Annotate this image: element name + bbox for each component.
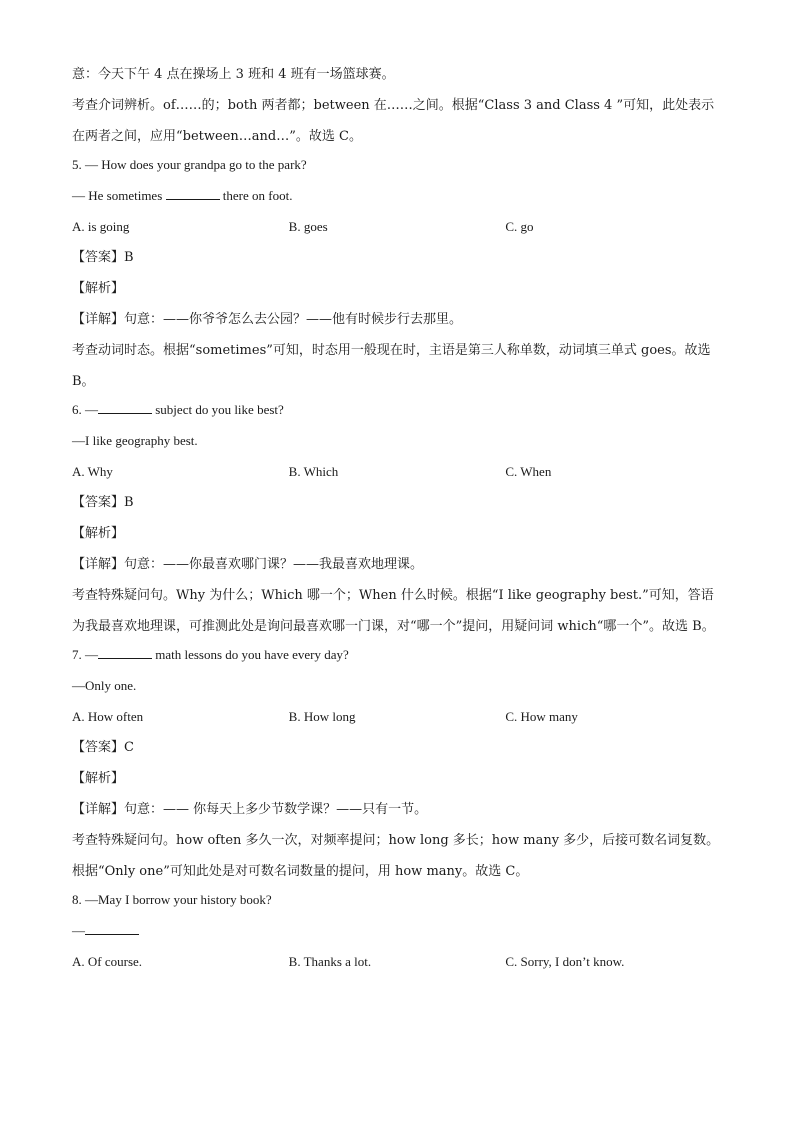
option-b: B. Thanks a lot.	[288, 954, 372, 969]
detail-line: 【详解】句意：——你爷爷怎么去公园？——他有时候步行去那里。	[72, 312, 463, 327]
analysis-label: 【解析】	[72, 526, 125, 541]
question-6-options	[72, 461, 722, 482]
answer-label: 【答案】B	[72, 250, 134, 265]
question-6-reply: —I like geography best.	[72, 433, 198, 448]
detail-line: 【详解】句意：——你最喜欢哪门课？——我最喜欢地理课。	[72, 557, 424, 572]
option-a: A. How often	[72, 709, 144, 724]
question-5-reply-start: — He sometimes	[72, 188, 166, 203]
question-6-stem	[72, 399, 722, 420]
detail-line: 【详解】句意：—— 你每天上多少节数学课？——只有一节。	[72, 802, 428, 817]
question-7-stem-start: 7. —	[72, 647, 98, 662]
answer-label: 【答案】B	[72, 495, 134, 510]
option-b: B. Which	[288, 464, 339, 479]
option-a: A. is going	[72, 219, 130, 234]
option-b: B. goes	[288, 219, 328, 234]
question-7-stem-end: math lessons do you have every day?	[152, 647, 349, 662]
option-b: B. How long	[288, 709, 356, 724]
option-c: C. When	[505, 464, 552, 479]
explanation-paragraph: 考查特殊疑问句。how often 多久一次，对频率提问；how long 多长；how many 多少，后接可数名词复数。根据“Only one”可知此处是对可数名词数量的提问，用 how many。故选 C。	[72, 833, 720, 879]
document-page	[72, 64, 722, 982]
answer-blank	[85, 922, 139, 935]
question-6-stem-start: 6. —	[72, 402, 98, 417]
question-8-options	[72, 951, 722, 972]
answer-blank	[166, 187, 220, 200]
answer-blank	[98, 646, 152, 659]
option-c: C. Sorry, I don’t know.	[505, 954, 625, 969]
question-8-reply	[72, 920, 722, 941]
question-5-reply-end: there on foot.	[219, 188, 293, 203]
question-7-reply: —Only one.	[72, 678, 137, 693]
question-5-reply	[72, 185, 722, 206]
question-7-stem	[72, 644, 722, 665]
question-5-options	[72, 216, 722, 237]
explanation-paragraph: 考查动词时态。根据“sometimes”可知，时态用一般现在时，主语是第三人称单数，动词填三单式 goes。故选 B。	[72, 343, 711, 389]
question-7-options	[72, 706, 722, 727]
answer-blank	[98, 401, 152, 414]
analysis-label: 【解析】	[72, 281, 125, 296]
option-a: A. Why	[72, 464, 113, 479]
explanation-paragraph: 考查介词辨析。of……的；both 两者都；between 在……之间。根据“Class 3 and Class 4 ”可知，此处表示在两者之间，应用“between…and…”。故选 C。	[72, 98, 715, 144]
answer-label: 【答案】C	[72, 740, 134, 755]
option-a: A. Of course.	[72, 954, 143, 969]
question-6-stem-end: subject do you like best?	[152, 402, 284, 417]
option-c: C. How many	[505, 709, 578, 724]
explanation-paragraph: 考查特殊疑问句。Why 为什么；Which 哪一个；When 什么时候。根据“I like geography best.”可知，答语为我最喜欢地理课，可推测此处是询问最喜欢哪一门课，对“哪一个”提问，用疑问词 which“哪一个”。故选 B。	[72, 588, 715, 634]
question-5-stem: 5. — How does your grandpa go to the park?	[72, 157, 307, 172]
question-8-reply-start: —	[72, 923, 85, 938]
option-c: C. go	[505, 219, 534, 234]
analysis-label: 【解析】	[72, 771, 125, 786]
question-8-stem: 8. —May I borrow your history book?	[72, 892, 272, 907]
translation-line: 意：今天下午 4 点在操场上 3 班和 4 班有一场篮球赛。	[72, 67, 395, 82]
